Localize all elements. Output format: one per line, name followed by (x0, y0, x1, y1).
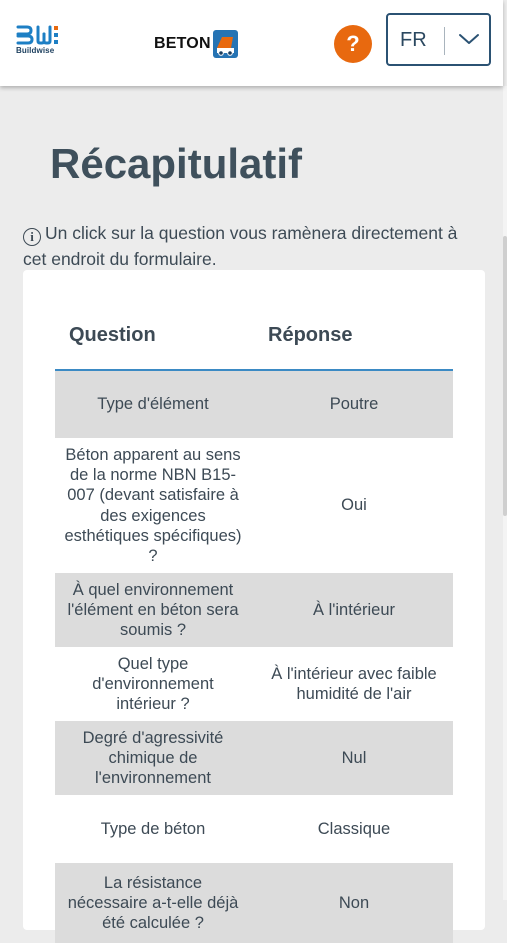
answer-cell: Non (338, 893, 370, 912)
truck-icon (213, 29, 238, 59)
summary-table (55, 270, 453, 943)
app-header (0, 0, 503, 86)
language-select[interactable] (386, 13, 491, 66)
info-text: Un click sur la question vous ramènera directement à cet endroit du formulaire. (23, 223, 458, 269)
chevron-down-icon (458, 32, 480, 46)
question-cell[interactable]: Degré d'agressivité chimique de l'environnement (82, 728, 224, 788)
buildwise-logo[interactable] (15, 24, 61, 58)
answer-cell: Poutre (329, 395, 379, 414)
table-row[interactable] (55, 438, 453, 573)
table-row[interactable] (55, 795, 453, 863)
help-label: ? (346, 31, 360, 56)
select-divider (444, 27, 445, 55)
summary-card (23, 270, 485, 933)
column-header-question: Question (69, 324, 156, 346)
question-cell[interactable]: Type de béton (100, 819, 206, 838)
table-header (55, 270, 453, 371)
language-value: FR (400, 29, 427, 51)
column-header-answer: Réponse (268, 324, 353, 346)
buildwise-logo-icon (15, 24, 61, 46)
question-cell[interactable]: Type d'élément (97, 395, 209, 414)
page-title: Récapitulatif (50, 140, 303, 187)
table-row[interactable] (55, 573, 453, 647)
question-cell[interactable]: La résistance nécessaire a-t-elle déjà été calculée ? (67, 873, 239, 933)
answer-cell: Oui (341, 496, 367, 515)
logo-text: Buildwise (16, 46, 55, 55)
answer-cell: À l'intérieur (312, 600, 396, 619)
brand-logo[interactable] (154, 28, 238, 60)
question-cell[interactable]: Quel type d'environnement intérieur ? (92, 654, 214, 714)
info-icon: i (23, 228, 41, 246)
answer-cell: Nul (341, 748, 367, 767)
table-row[interactable] (55, 371, 453, 438)
scrollbar-thumb[interactable] (503, 236, 507, 516)
question-cell[interactable]: Béton apparent au sens de la norme NBN B15-007 (devant satisfaire à des exigences esthétiques spécifiques) ? (64, 445, 242, 566)
scrollbar[interactable] (503, 86, 507, 900)
info-note (23, 220, 483, 272)
answer-cell: À l'intérieur avec faible humidité de l'air (271, 664, 437, 703)
answer-cell: Classique (317, 819, 391, 838)
brand-name: BETON (154, 35, 211, 52)
help-button[interactable] (334, 25, 372, 63)
table-row[interactable] (55, 863, 453, 943)
table-row[interactable] (55, 647, 453, 721)
question-cell[interactable]: À quel environnement l'élément en béton sera soumis ? (67, 580, 239, 640)
table-row[interactable] (55, 721, 453, 795)
